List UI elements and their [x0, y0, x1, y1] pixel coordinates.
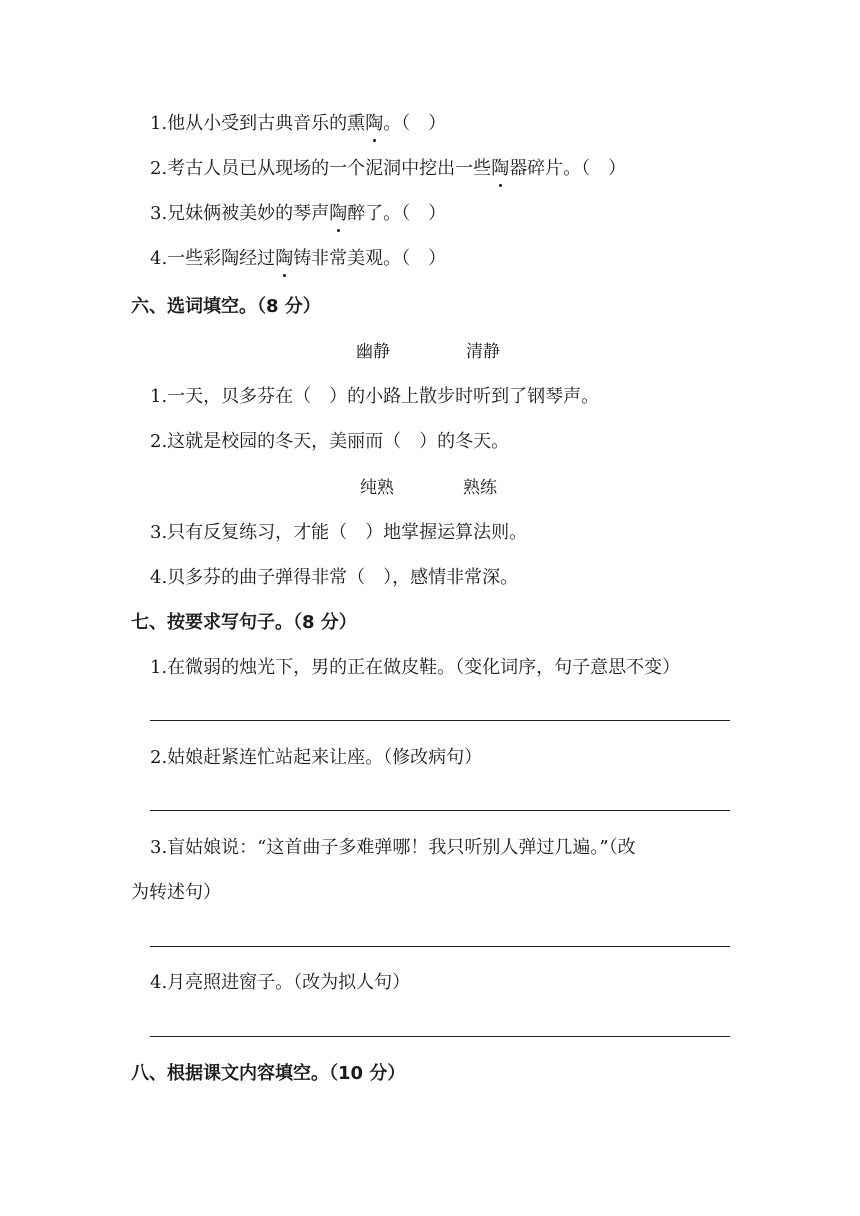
answer-line[interactable]: [150, 720, 730, 721]
q8-heading: 八、根据课文内容填空。（10 分）: [131, 1063, 406, 1084]
emphasis-char: 陶: [275, 248, 294, 269]
answer-line[interactable]: [150, 946, 730, 947]
emphasis-char: 陶: [329, 203, 348, 224]
q6-word-option: 熟练: [463, 478, 497, 498]
q7-heading: 七、按要求写句子。（8 分）: [131, 612, 357, 633]
q6-sentence-1: 1.一天，贝多芬在（ ）的小路上散步时听到了钢琴声。: [150, 386, 600, 407]
q7-sentence-3-line2: 为转述句）: [131, 882, 221, 903]
q6-word-option: 清静: [466, 342, 500, 362]
q5-item-3: 3.兄妹俩被美妙的琴声陶醉了。（ ）: [150, 203, 447, 224]
q5-item-2: 2.考古人员已从现场的一个泥洞中挖出一些陶器碎片。（ ）: [150, 158, 627, 179]
emphasis-char: 陶: [365, 113, 384, 134]
q6-sentence-4: 4.贝多芬的曲子弹得非常（ ），感情非常深。: [150, 567, 519, 588]
q6-sentence-2: 2.这就是校园的冬天，美丽而（ ）的冬天。: [150, 431, 510, 452]
q6-word-option: 幽静: [356, 342, 390, 362]
answer-line[interactable]: [150, 810, 730, 811]
emphasis-char: 陶: [491, 158, 510, 179]
q6-word-option: 纯熟: [360, 478, 394, 498]
q7-sentence-4: 4.月亮照进窗子。（改为拟人句）: [150, 972, 411, 993]
q6-heading: 六、选词填空。（8 分）: [131, 296, 321, 317]
q5-item-4: 4.一些彩陶经过陶铸非常美观。（ ）: [150, 248, 447, 269]
answer-line[interactable]: [150, 1036, 730, 1037]
q5-item-1: 1.他从小受到古典音乐的熏陶。（ ）: [150, 113, 447, 134]
q6-sentence-3: 3.只有反复练习，才能（ ）地掌握运算法则。: [150, 522, 528, 543]
q7-sentence-3-line1: 3.盲姑娘说：“这首曲子多难弹哪！我只听别人弹过几遍。”（改: [150, 837, 636, 858]
q7-sentence-1: 1.在微弱的烛光下，男的正在做皮鞋。（变化词序，句子意思不变）: [150, 657, 681, 678]
q7-sentence-2: 2.姑娘赶紧连忙站起来让座。（修改病句）: [150, 747, 483, 768]
